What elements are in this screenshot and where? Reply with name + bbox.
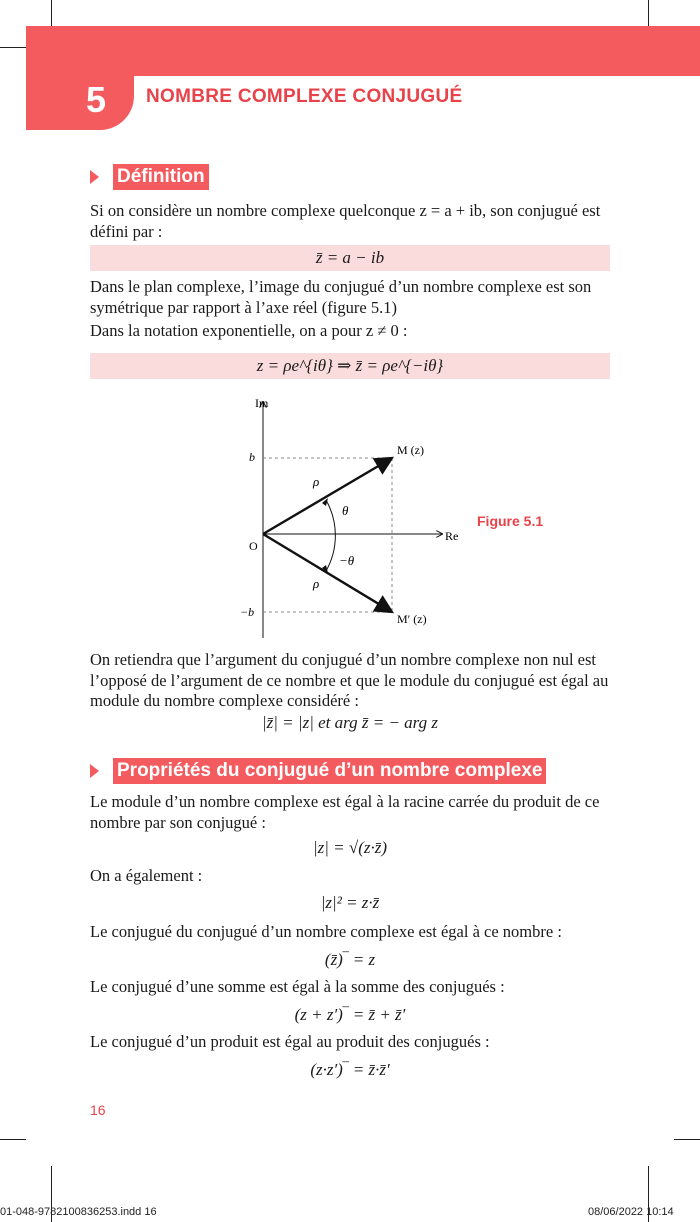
- paragraph: Le conjugué d’une somme est égal à la somme des conjugués :: [90, 977, 505, 996]
- section-title-properties: Propriétés du conjugué d’un nombre complexe: [113, 758, 546, 784]
- print-slug-file: 01-048-9782100836253.indd 16: [0, 1206, 157, 1218]
- paragraph: On a également :: [90, 866, 203, 885]
- formula-module-sqrt: |z| = √(z·z̄): [312, 838, 388, 857]
- formula-exponential: z = ρe^{iθ} ⇒ z̄ = ρe^{−iθ}: [256, 356, 444, 375]
- crop-mark: [0, 47, 26, 48]
- axis-im-label: Im: [255, 396, 269, 410]
- crop-mark: [674, 1139, 700, 1140]
- chapter-header-bar: [26, 26, 700, 76]
- vector-om: [263, 458, 392, 534]
- formula-sum-conjugate: (z + z′)‾ = z̄ + z̄′: [294, 1005, 406, 1024]
- chapter-title: NOMBRE COMPLEXE CONJUGUÉ: [146, 86, 463, 107]
- origin-label: O: [249, 539, 258, 553]
- b-label: b: [249, 450, 255, 464]
- minus-theta-label: −θ: [339, 553, 355, 568]
- axis-re-label: Re: [445, 529, 459, 543]
- paragraph: On retiendra que l’argument du conjugué d’un nombre complexe non nul est l’opposé de l’argument de ce nombre et que le module du conjugué est égal au module du nombre complexe considéré :: [90, 650, 609, 710]
- section-bullet-icon: [90, 170, 99, 184]
- paragraph: Dans la notation exponentielle, on a pour z ≠ 0 :: [90, 321, 408, 340]
- figure-caption: Figure 5.1: [477, 513, 544, 529]
- point-m-label: M (z): [397, 443, 424, 457]
- chapter-number-tab: [26, 76, 134, 130]
- rho-bottom-label: ρ: [313, 576, 320, 591]
- point-mprime-label: M′ (z): [397, 612, 427, 626]
- formula-product-conjugate: (z·z′)‾ = z̄·z̄′: [310, 1060, 390, 1079]
- paragraph: Le conjugué du conjugué d’un nombre complexe est égal à ce nombre :: [90, 922, 562, 941]
- formula-conjugate-definition: z̄ = a − ib: [315, 248, 385, 267]
- formula-module-argument: |z̄| = |z| et arg z̄ = − arg z: [261, 713, 439, 732]
- complex-plane-figure: [230, 390, 470, 645]
- formula-module-squared: |z|² = z·z̄: [320, 893, 380, 912]
- formula-double-conjugate: (z̄)‾ = z: [324, 950, 376, 969]
- crop-mark: [0, 1139, 26, 1140]
- vector-om-prime: [263, 534, 392, 612]
- theta-label: θ: [342, 503, 349, 518]
- paragraph: Si on considère un nombre complexe quelconque z = a + ib, son conjugué est défini par :: [90, 201, 601, 241]
- minus-b-label: −b: [240, 605, 255, 619]
- paragraph: Dans le plan complexe, l’image du conjugué d’un nombre complexe est son symétrique par rapport à l’axe réel (figure 5.1): [90, 277, 592, 317]
- chapter-number: 5: [86, 79, 107, 120]
- paragraph: Le module d’un nombre complexe est égal à la racine carrée du produit de ce nombre par son conjugué :: [90, 792, 600, 832]
- page-number: 16: [90, 1102, 106, 1118]
- section-bullet-icon: [90, 764, 99, 778]
- angle-arc: [326, 500, 335, 571]
- section-title-definition: Définition: [113, 164, 209, 190]
- rho-top-label: ρ: [313, 474, 320, 489]
- paragraph: Le conjugué d’un produit est égal au produit des conjugués :: [90, 1032, 490, 1051]
- print-slug-date: 08/06/2022 10:14: [588, 1206, 674, 1218]
